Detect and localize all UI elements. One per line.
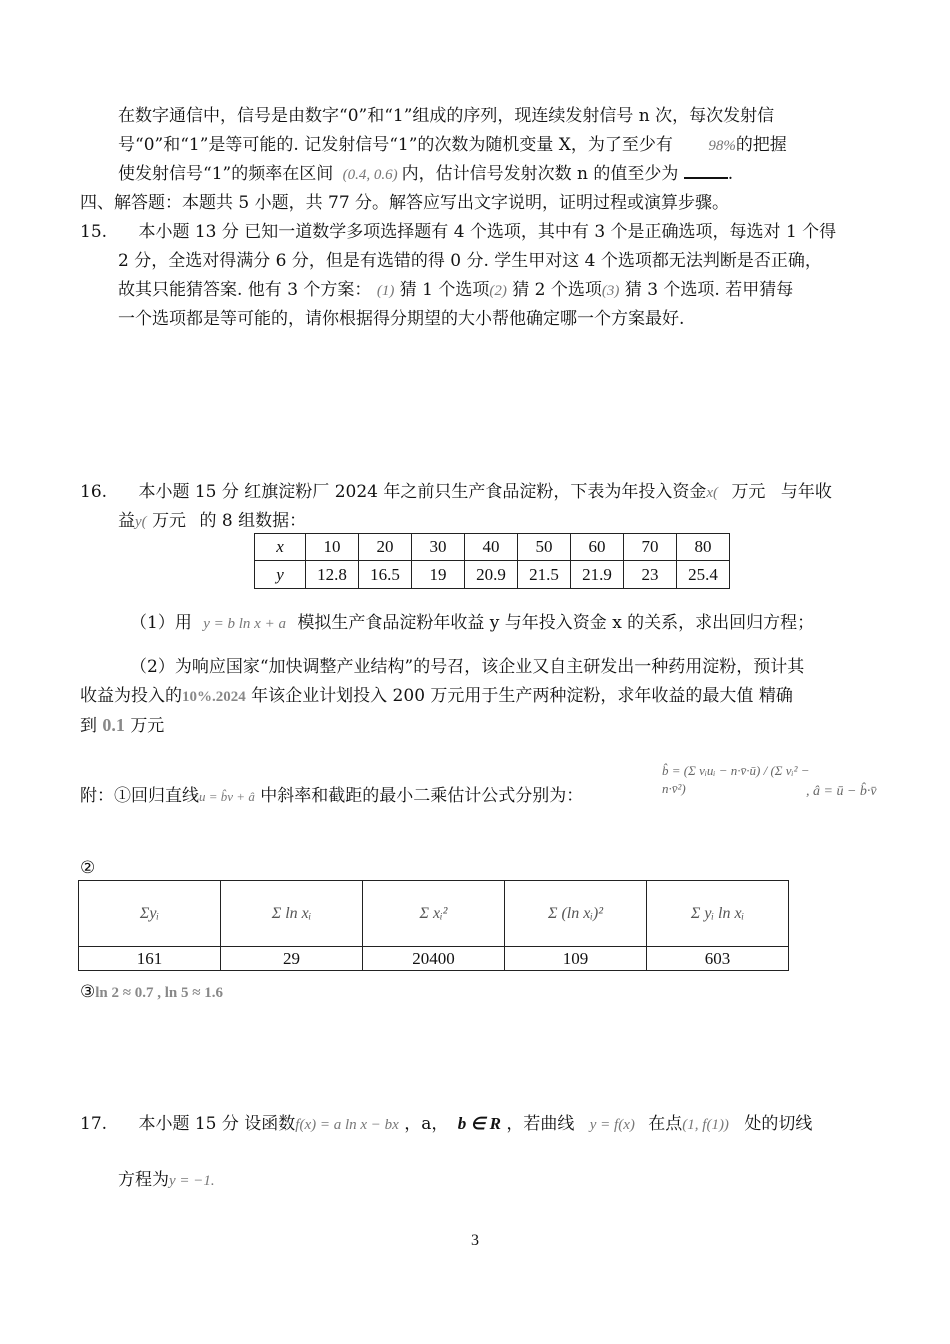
sum-value: 29 — [221, 947, 363, 971]
q14-line-3: 使发射信号“1”的频率在区间 (0.4, 0.6) 内，估计信号发射次数 n 的值至少为 . — [118, 164, 734, 184]
q14-line-1: 在数字通信中，信号是由数字“0”和“1”组成的序列，现连续发射信号 n 次，每次发射信 — [118, 106, 775, 126]
q17-line-1: 17. 本小题 15 分 设函数f(x) = a ln x − bx ，a， b ∈ R ，若曲线 y = f(x) 在点(1, f(1)) 处的切线 — [80, 1114, 813, 1134]
table-cell: 30 — [412, 534, 465, 561]
percent-98: 98% — [708, 138, 736, 154]
q15-line-3: 故其只能猜答案. 他有 3 个方案： (1) 猜 1 个选项(2) 猜 2 个选项(3) 猜 3 个选项. 若甲猜每 — [118, 280, 794, 300]
q16-part-2-line-3: 到 0.1 万元 — [80, 715, 165, 736]
circle-3-ln-values: ③ln 2 ≈ 0.7 , ln 5 ≈ 1.6 — [80, 982, 223, 1002]
table-cell: 20.9 — [465, 561, 518, 589]
table-cell: 25.4 — [677, 561, 730, 589]
table-cell: 21.5 — [518, 561, 571, 589]
table-cell: 16.5 — [359, 561, 412, 589]
log-model-formula: y = b ln x + a — [203, 616, 286, 632]
section-4-heading: 四、解答题：本题共 5 小题，共 77 分。解答应写出文字说明，证明过程或演算步骤。 — [80, 193, 730, 213]
q15-line-2: 2 分，全选对得满分 6 分，但是有选错的得 0 分. 学生甲对这 4 个选项都无法判断是否正确， — [118, 251, 822, 271]
q16-part-2-line-1: （2）为响应国家“加快调整产业结构”的号召，该企业又自主研发出一种药用淀粉，预计其 — [130, 657, 805, 677]
sum-header-ylnx: Σ yᵢ ln xᵢ — [647, 881, 789, 947]
q16-appendix: 附：①回归直线u = b̂v + â 中斜率和截距的最小二乘估计公式分别为： — [80, 786, 584, 806]
table-row — [79, 947, 789, 971]
table-cell: 10 — [306, 534, 359, 561]
sum-value: 603 — [647, 947, 789, 971]
data-table — [254, 533, 730, 589]
table-row-x — [255, 534, 730, 561]
sums-table — [78, 880, 789, 971]
q15-line-4: 一个选项都是等可能的，请你根据得分期望的大小帮他确定哪一个方案最好. — [118, 309, 685, 329]
table-cell: 60 — [571, 534, 624, 561]
q16-part-1: （1）用 y = b ln x + a 模拟生产食品淀粉年收益 y 与年投入资金 x 的关系，求出回归方程； — [130, 613, 815, 633]
table-header-x: x — [255, 534, 306, 561]
q14-line-2: 号“0”和“1”是等可能的. 记发射信号“1”的次数为随机变量 X，为了至少有 98%的把握 — [118, 135, 787, 155]
function-formula: f(x) = a ln x − bx — [295, 1117, 399, 1133]
answer-blank — [684, 163, 728, 179]
table-header-y: y — [255, 561, 306, 589]
q16-line-1: 16. 本小题 15 分 红旗淀粉厂 2024 年之前只生产食品淀粉，下表为年投入资金x( 万元 与年收 — [80, 482, 832, 502]
table-row-y — [255, 561, 730, 589]
sum-value: 161 — [79, 947, 221, 971]
table-cell: 80 — [677, 534, 730, 561]
table-cell: 23 — [624, 561, 677, 589]
option-2-label: (2) — [489, 283, 507, 299]
circle-2: ② — [80, 858, 96, 878]
page-number: 3 — [471, 1232, 479, 1249]
table-row — [79, 881, 789, 947]
regression-line-formula: u = b̂v + â — [199, 789, 255, 804]
table-cell: 20 — [359, 534, 412, 561]
a-hat-formula: , â = ū − b̂·v̄ — [806, 784, 877, 799]
table-cell: 70 — [624, 534, 677, 561]
sum-value: 20400 — [363, 947, 505, 971]
table-cell: 50 — [518, 534, 571, 561]
sum-header-lnx2: Σ (ln xᵢ)² — [505, 881, 647, 947]
interval-formula: (0.4, 0.6) — [342, 167, 398, 183]
q16-line-2: 益y( 万元 的 8 组数据： — [118, 511, 307, 531]
table-cell: 40 — [465, 534, 518, 561]
q16-part-2-line-2: 收益为投入的10%.2024 年该企业计划投入 200 万元用于生产两种淀粉，求年收益的最大值 精确 — [80, 686, 793, 706]
table-cell: 19 — [412, 561, 465, 589]
sum-header-lnx: Σ ln xᵢ — [221, 881, 363, 947]
sum-header-x2: Σ xᵢ² — [363, 881, 505, 947]
table-cell: 12.8 — [306, 561, 359, 589]
table-cell: 21.9 — [571, 561, 624, 589]
sum-header-y: Σyᵢ — [79, 881, 221, 947]
q17-line-2: 方程为y = −1. — [118, 1170, 215, 1190]
option-1-label: (1) — [376, 283, 395, 299]
b-hat-formula: b̂ = (Σ vᵢuᵢ − n·v̄·ū) / (Σ vᵢ² − n·v̄²) — [662, 763, 810, 796]
tangent-formula: y = −1. — [169, 1173, 215, 1189]
option-3-label: (3) — [601, 283, 620, 299]
sum-value: 109 — [505, 947, 647, 971]
q15-line-1: 15. 本小题 13 分 已知一道数学多项选择题有 4 个选项，其中有 3 个是正确选项，每选对 1 个得 — [80, 222, 837, 242]
